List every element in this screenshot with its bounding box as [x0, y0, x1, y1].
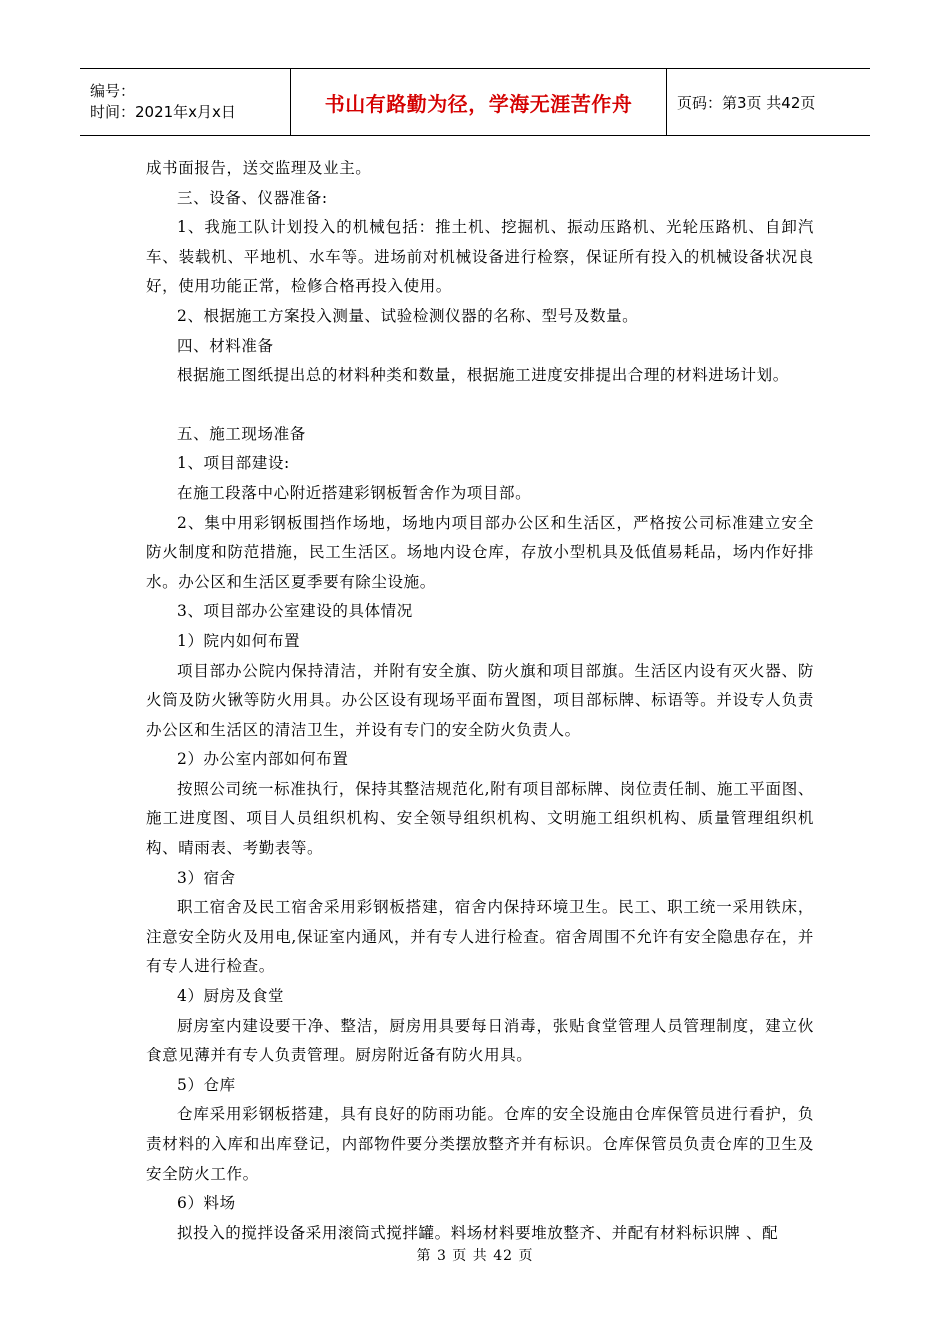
document-body: [146, 154, 814, 1248]
item-heading: 1）院内如何布置: [177, 631, 301, 650]
paragraph: 按照公司统一标准执行，保持其整洁规范化,附有项目部标牌、岗位责任制、施工平面图、施工进度图、项目人员组织机构、安全领导组织机构、文明施工组织机构、质量管理组织机构、晴雨表、考勤表等。: [146, 779, 814, 858]
item-heading: 5）仓库: [177, 1075, 236, 1094]
paragraph: 项目部办公院内保持清洁，并附有安全旗、防火旗和项目部旗。生活区内设有灭火器、防火筒及防火锹等防火用具。办公区设有现场平面布置图，项目部标牌、标语等。并设专人负责办公区和生活区的清洁卫生，并设有专门的安全防火负责人。: [146, 661, 814, 739]
paragraph: 仓库采用彩钢板搭建，具有良好的防雨功能。仓库的安全设施由仓库保管员进行看护，负责材料的入库和出库登记，内部物件要分类摆放整齐并有标识。仓库保管员负责仓库的卫生及安全防火工作。: [146, 1105, 814, 1183]
paragraph: 职工宿舍及民工宿舍采用彩钢板搭建，宿舍内保持环境卫生。民工、职工统一采用铁床，注意安全防火及用电,保证室内通风，并有专人进行检查。宿舍周围不允许有安全隐患存在，并有专人进行检查。: [146, 898, 814, 976]
paragraph: 厨房室内建设要干净、整洁，厨房用具要每日消毒，张贴食堂管理人员管理制度，建立伙食意见薄并有专人负责管理。厨房附近备有防火用具。: [146, 1016, 814, 1065]
item-heading: 6）料场: [177, 1194, 236, 1213]
item-heading: 2）办公室内部如何布置: [177, 750, 349, 769]
paragraph: 在施工段落中心附近搭建彩钢板暂舍作为项目部。: [177, 483, 532, 502]
subsection-heading: 3、项目部办公室建设的具体情况: [177, 602, 413, 621]
header-motto: 书山有路勤为径，学海无涯苦作舟: [291, 69, 667, 136]
item-heading: 3）宿舍: [177, 868, 236, 887]
subsection-heading: 1、项目部建设:: [177, 454, 290, 473]
section-heading: 五、施工现场准备: [177, 424, 306, 443]
header-page-info: 页码：第3页 共42页: [667, 69, 871, 136]
paragraph: 1、我施工队计划投入的机械包括：推土机、挖掘机、振动压路机、光轮压路机、自卸汽车、装载机、平地机、水车等。进场前对机械设备进行检察，保证所有投入的机械设备状况良好，使用功能正常，检修合格再投入使用。: [146, 218, 814, 296]
section-heading: 四、材料准备: [177, 336, 274, 355]
paragraph: 拟投入的搅拌设备采用滚筒式搅拌罐。料场材料要堆放整齐、并配有材料标识牌 、配: [177, 1223, 779, 1242]
document-number-label: 编号：: [90, 82, 136, 100]
page-footer: 第 3 页 共 42 页: [416, 1248, 534, 1264]
document-time-label: 时间：2021年x月x日: [90, 103, 236, 121]
paragraph: 2、根据施工方案投入测量、试验检测仪器的名称、型号及数量。: [177, 306, 639, 325]
document-header: [80, 68, 870, 136]
paragraph: 成书面报告，送交监理及业主。: [146, 159, 372, 177]
paragraph: 2、集中用彩钢板围挡作场地，场地内项目部办公区和生活区，严格按公司标准建立安全防火制度和防范措施，民工生活区。场地内设仓库，存放小型机具及低值易耗品，场内作好排水。办公区和生活区夏季要有除尘设施。: [146, 513, 814, 591]
header-meta-cell: [80, 69, 291, 136]
item-heading: 4）厨房及食堂: [177, 987, 285, 1006]
section-heading: 三、设备、仪器准备:: [177, 188, 328, 207]
paragraph: 根据施工图纸提出总的材料种类和数量，根据施工进度安排提出合理的材料进场计划。: [177, 366, 789, 385]
